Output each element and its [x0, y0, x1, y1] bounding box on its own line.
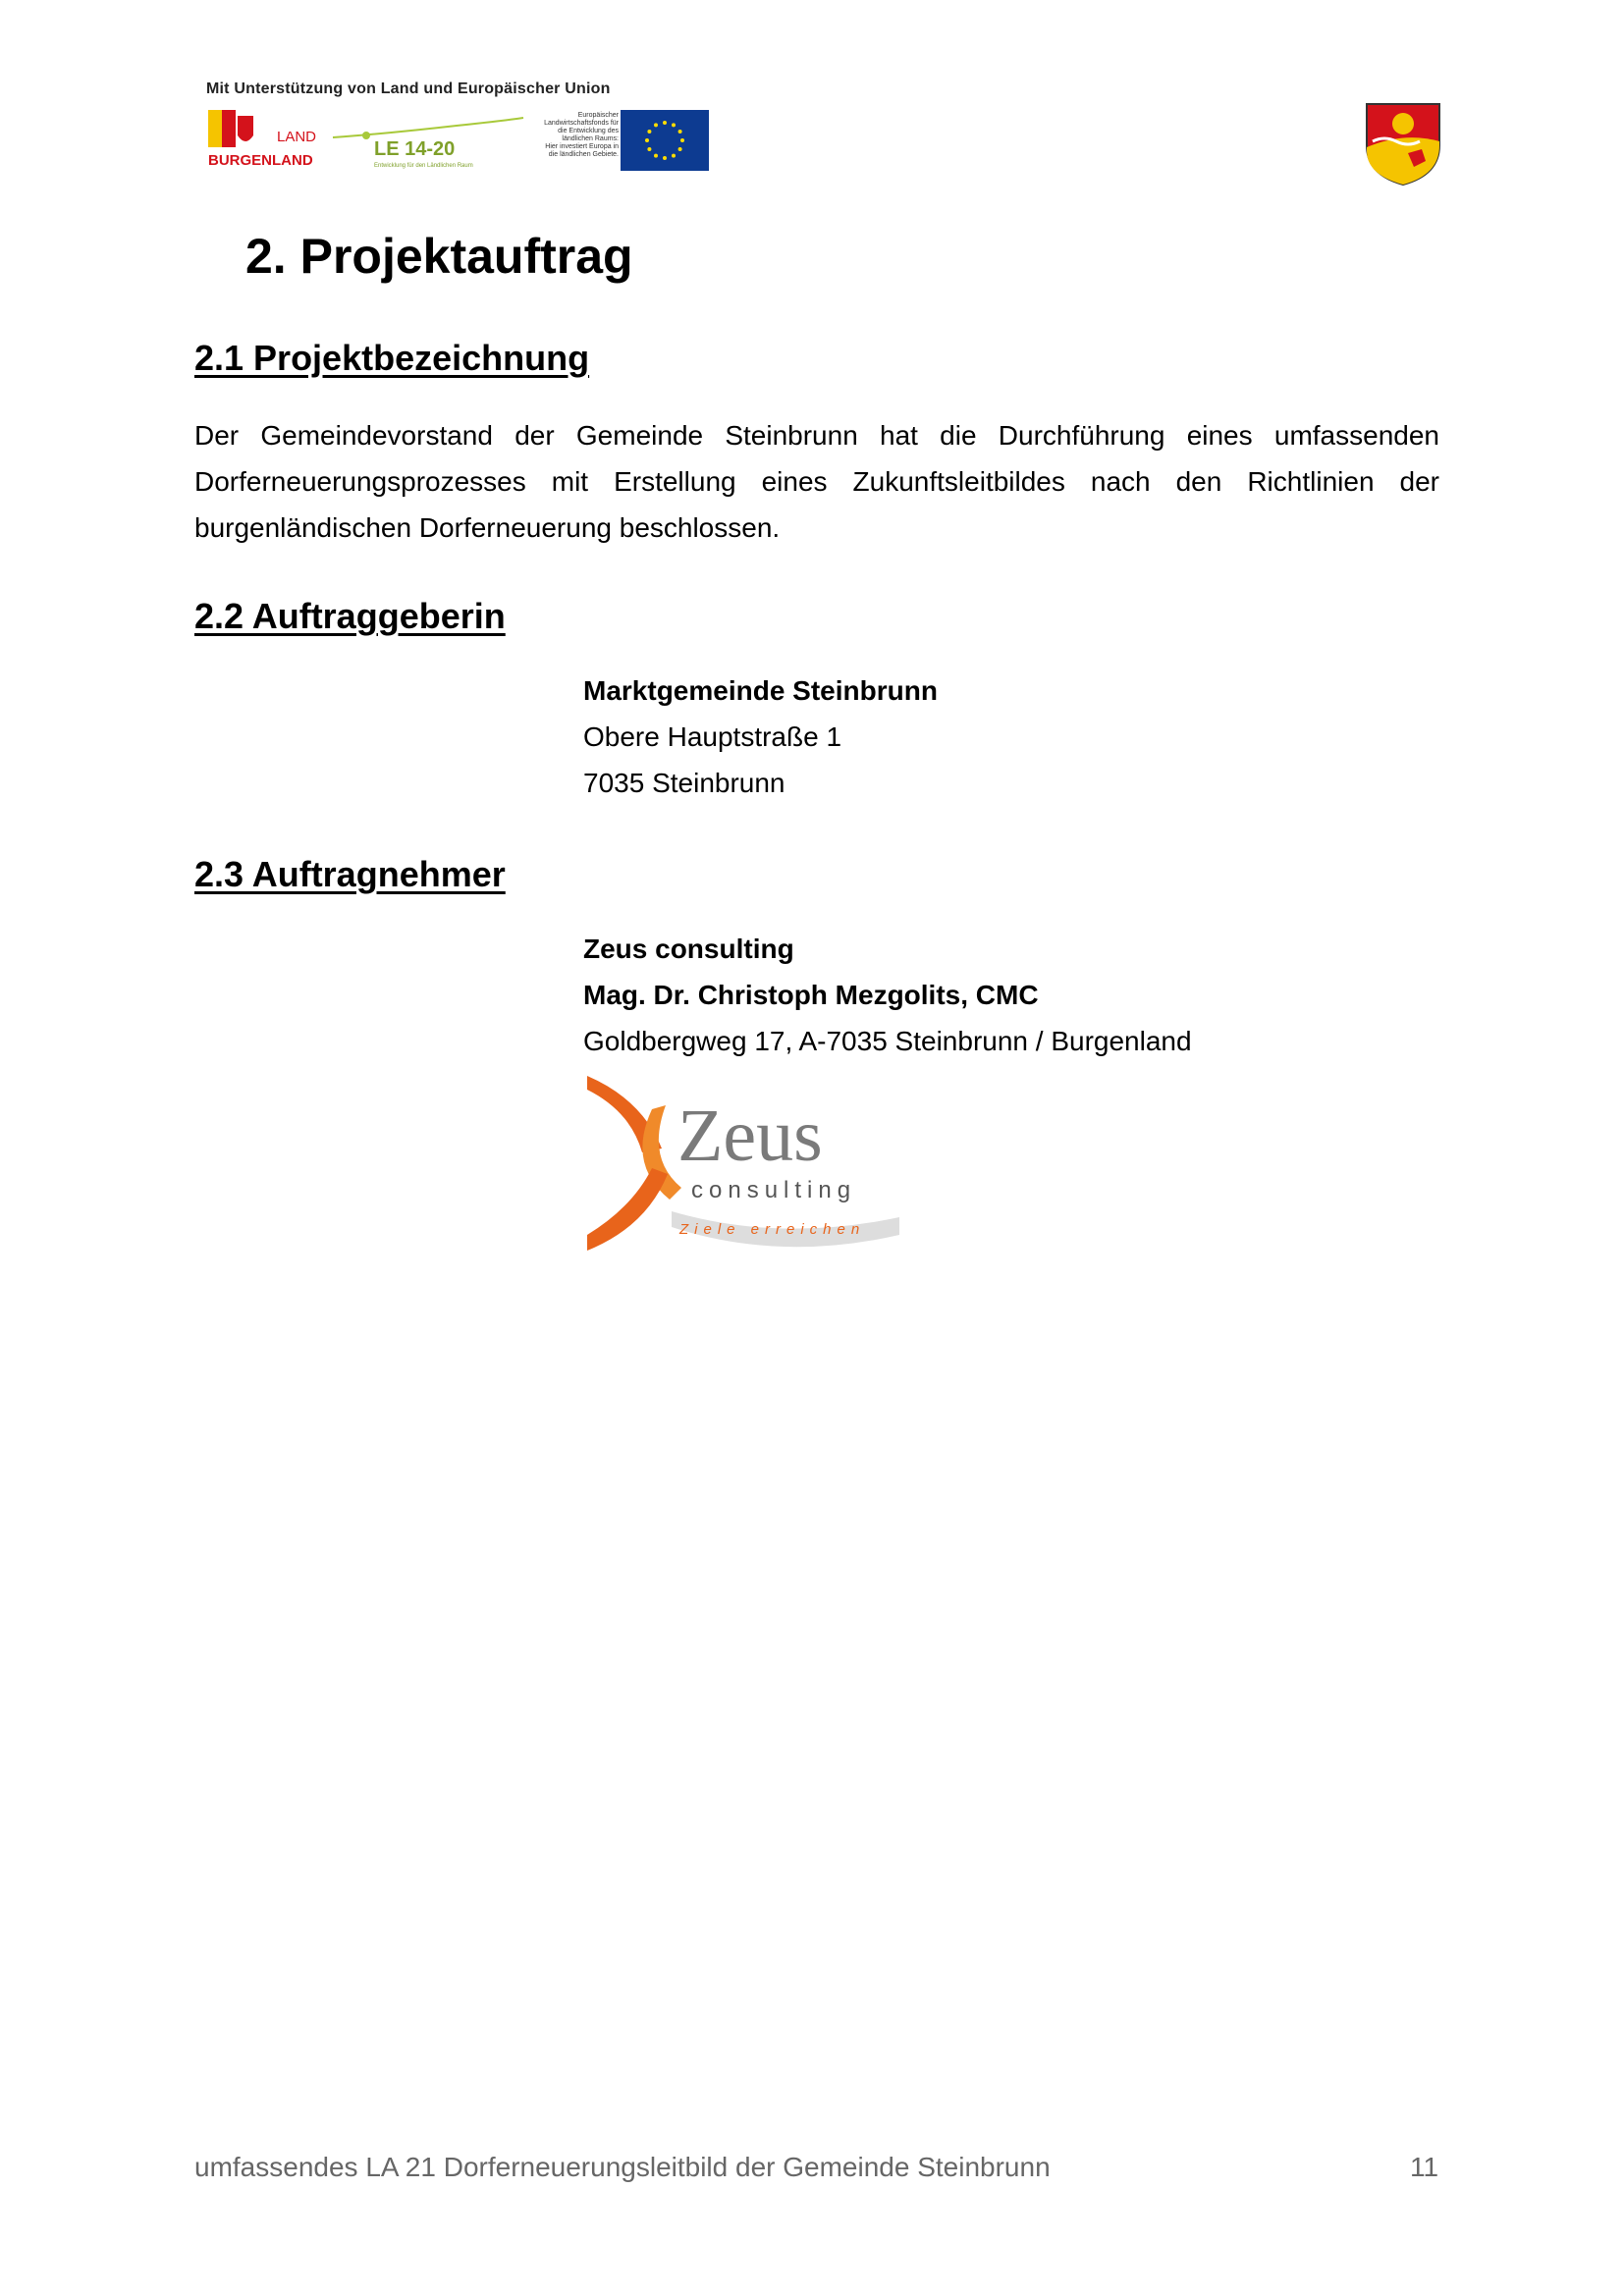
le-14-20-logo — [329, 108, 525, 173]
eu-text-line: Landwirtschaftsfonds für — [544, 120, 619, 127]
contractor-company: Zeus consulting — [583, 934, 794, 964]
eu-star-icon — [672, 123, 676, 127]
eu-star-icon — [654, 123, 658, 127]
section-1-paragraph: Der Gemeindevorstand der Gemeinde Steinbrunn hat die Durchführung eines umfassenden Dorferneuerungsprozesses mit Erstellung eines Zukunftsleitbildes nach den Richtlinien der burgenländischen Dorferneuerung beschlossen. — [194, 420, 1439, 543]
eu-star-icon — [678, 130, 682, 133]
client-street: Obere Hauptstraße 1 — [583, 721, 842, 752]
page-number: 11 — [1410, 2152, 1439, 2182]
section-heading-2: 2.2 Auftraggeberin — [194, 596, 506, 636]
eu-fund-text — [520, 112, 619, 175]
eu-star-icon — [647, 130, 651, 133]
eu-star-icon — [680, 138, 684, 142]
eu-flag-icon — [621, 110, 709, 171]
zeus-mark-bottom — [587, 1168, 668, 1251]
bgld-logo-line1: LAND — [277, 129, 317, 145]
eu-star-icon — [672, 154, 676, 158]
page-title: 2. Projektauftrag — [245, 229, 633, 284]
client-address — [583, 667, 938, 806]
le-logo-sub: Entwicklung für den Ländlichen Raum — [374, 163, 473, 169]
zeus-logo-word: Zeus — [677, 1095, 823, 1177]
eu-star-icon — [678, 147, 682, 151]
eu-star-icon — [645, 138, 649, 142]
eu-text-line: Hier investiert Europa in — [545, 143, 619, 150]
steinbrunn-coat-of-arms-icon — [1365, 102, 1441, 187]
section-heading-1: 2.1 Projektbezeichnung — [194, 338, 590, 378]
le-swoosh — [333, 118, 523, 137]
eu-text-line: die ländlichen Gebiete. — [548, 151, 619, 158]
le-logo-text: LE 14-20 — [374, 138, 456, 160]
support-text: Mit Unterstützung von Land und Europäischer Union — [206, 80, 611, 97]
eu-flag-background — [621, 110, 709, 171]
eu-star-icon — [663, 156, 667, 160]
zeus-logo-sub: consulting — [691, 1177, 857, 1203]
zeus-logo-slogan: Ziele erreichen — [679, 1221, 866, 1238]
bgld-flag-red — [222, 110, 236, 147]
eu-text-line: Europäischer — [577, 112, 619, 119]
zeus-consulting-logo — [583, 1070, 907, 1266]
eu-star-icon — [654, 154, 658, 158]
contractor-address — [583, 926, 1192, 1064]
client-name: Marktgemeinde Steinbrunn — [583, 675, 938, 706]
bgld-logo-line2: BURGENLAND — [208, 152, 313, 169]
bgld-flag-yellow — [208, 110, 222, 147]
land-burgenland-logo — [206, 108, 324, 173]
eu-star-icon — [647, 147, 651, 151]
section-heading-3: 2.3 Auftragnehmer — [194, 854, 506, 894]
le-dot — [362, 132, 370, 139]
coat-sun — [1392, 113, 1414, 134]
client-city: 7035 Steinbrunn — [583, 768, 785, 798]
eu-text-line: die Entwicklung des — [558, 128, 619, 134]
footer-text: umfassendes LA 21 Dorferneuerungsleitbild der Gemeinde Steinbrunn — [194, 2152, 1051, 2182]
eu-star-icon — [663, 121, 667, 125]
bgld-eagle-icon — [238, 116, 253, 141]
contractor-street: Goldbergweg 17, A-7035 Steinbrunn / Burgenland — [583, 1026, 1192, 1056]
contractor-person: Mag. Dr. Christoph Mezgolits, CMC — [583, 980, 1039, 1010]
eu-text-line: ländlichen Raums: — [562, 135, 619, 142]
